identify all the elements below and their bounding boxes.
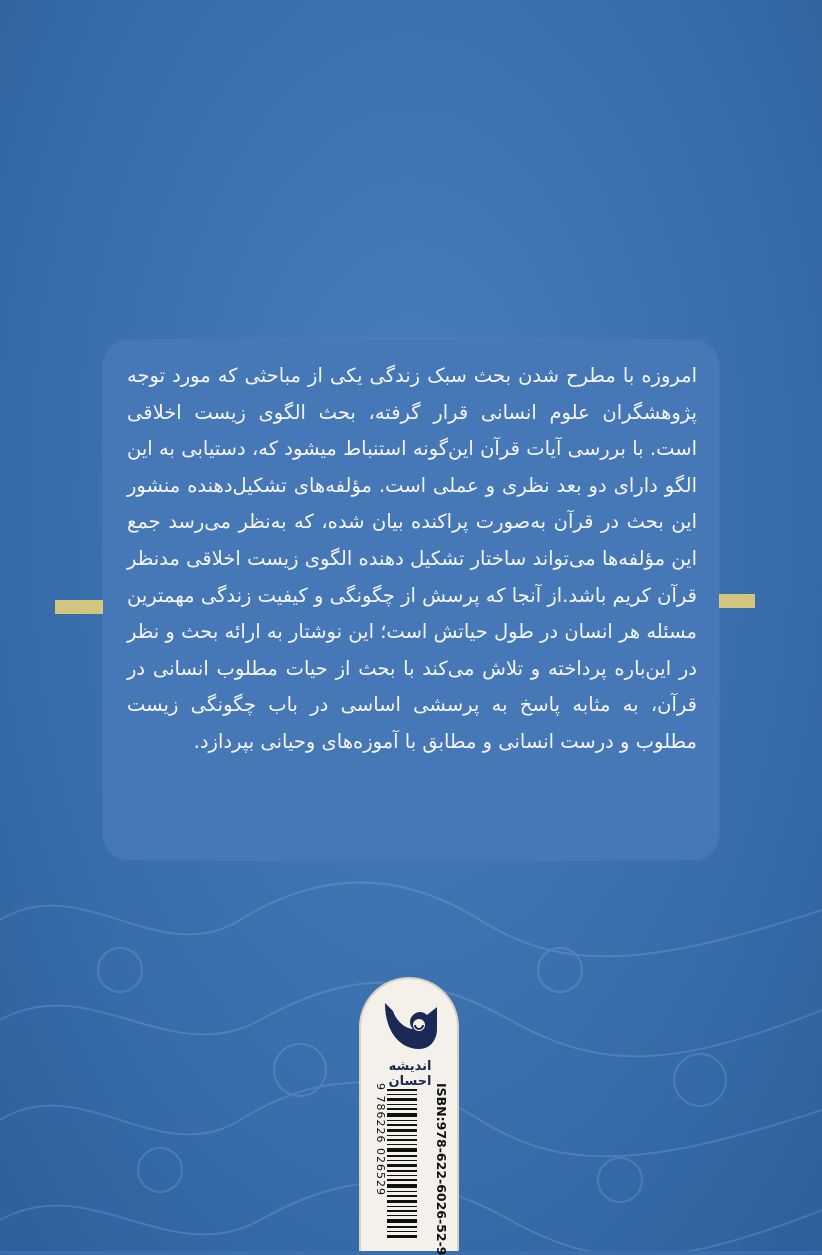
- description-text: امروزه با مطرح شدن بحث سبک زندگی یکی از مباحثی که مورد توجه پژوهشگران علوم انسانی قرار گرفته، بحث الگوی زیست اخلاقی است. با بررسی آیات قرآن این‌گونه استنباط میشود که، دستیابی به این الگو دارای دو بعد نظری و عملی است. مؤلفه‌های تشکیل‌دهنده منشور این بحث در قرآن به‌صورت پراکنده بیان شده، که به‌نظر می‌رسد جمع این مؤلفه‌ها می‌تواند ساختار تشکیل دهنده الگوی زیست اخلاقی مدنظر قرآن کریم باشد.از آنجا که پرسش از چگونگی و کیفیت زندگی مهمترین مسئله هر انسان در طول حیاتش است؛ این نوشتار به ارائه بحث و نظر در این‌باره پرداخته و تلاش می‌کند با بحث از حیات مطلوب انسانی در قرآن، به مثابه پاسخ به پرسشی اساسی در باب چگونگی زیست مطلوب و درست انسانی و مطابق با آموزه‌های وحیانی بپردازد.: [127, 364, 697, 753]
- accent-bar-left: [55, 600, 107, 614]
- publisher-name: اندیشه احسان: [388, 1059, 432, 1089]
- bird-logo-icon: [379, 993, 441, 1055]
- description-box: [103, 340, 719, 860]
- barcode: [387, 1085, 427, 1241]
- isbn-number: ISBN:978-622-6026-52-9: [434, 1083, 449, 1255]
- barcode-digits: 9 786226 026529: [374, 1083, 387, 1196]
- publisher-badge: [359, 977, 459, 1255]
- isbn-block: [373, 1083, 449, 1255]
